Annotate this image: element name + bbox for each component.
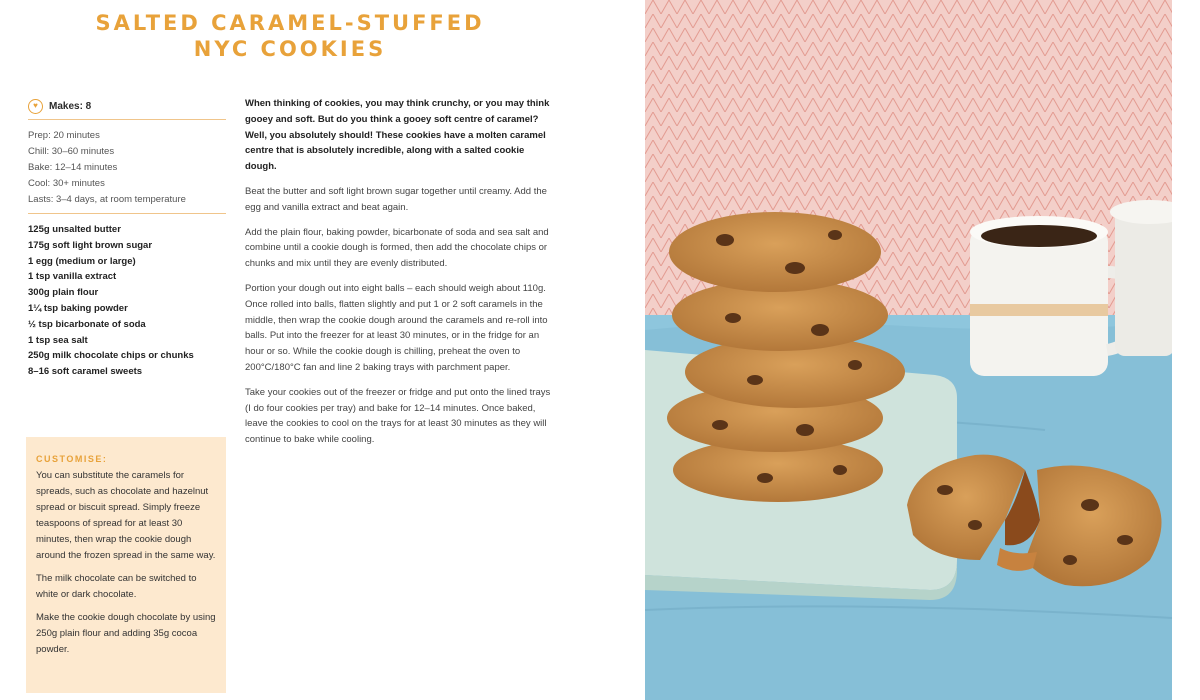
- second-mug: [1110, 200, 1172, 356]
- title-line-1: SALTED CARAMEL-STUFFED: [95, 11, 485, 35]
- timing-prep: Prep: 20 minutes: [28, 130, 100, 141]
- customise-paragraph: You can substitute the caramels for spreads, such as chocolate and hazelnut spread or biscuit spread. Simply freeze teaspoons of spread for at least 30 minutes, then wrap the cookie dough around the frozen spread in the same way.: [36, 470, 216, 561]
- cookie-photo-illustration: [645, 0, 1172, 700]
- method-step: Add the plain flour, baking powder, bicarbonate of soda and sea salt and combine until a cookie dough is formed, then add the chocolate chips or chunks and mix until they are evenly distributed.: [245, 226, 549, 270]
- cookie-photo: [645, 0, 1172, 700]
- heart-chevron-icon: ♥: [28, 99, 43, 114]
- customise-box: [26, 437, 226, 693]
- method-step: Take your cookies out of the freezer or fridge and put onto the lined trays (I do four cookies per tray) and bake for 12–14 minutes. Once baked, leave the cookies to cool on the trays for at least 30 minutes as they will continue to bake while cooling.: [245, 386, 551, 446]
- ingredient-item: 1 tsp vanilla extract: [28, 271, 117, 283]
- timing-lasts: Lasts: 3–4 days, at room temperature: [28, 194, 186, 205]
- ingredient-item: ½ tsp bicarbonate of soda: [28, 318, 146, 330]
- ingredients-list: [28, 222, 228, 380]
- ingredient-item: 250g milk chocolate chips or chunks: [28, 350, 194, 362]
- customise-paragraph: The milk chocolate can be switched to white or dark chocolate.: [36, 573, 197, 600]
- ingredient-item: 125g unsalted butter: [28, 224, 121, 235]
- ingredient-item: 1 egg (medium or large): [28, 255, 136, 267]
- timings-list: [28, 128, 228, 208]
- divider-bottom: [28, 213, 226, 214]
- makes-row: [28, 96, 226, 116]
- ingredient-item: 1¼ tsp baking powder: [28, 302, 128, 314]
- timing-cool: Cool: 30+ minutes: [28, 178, 105, 189]
- customise-paragraph: Make the cookie dough chocolate by using 250g plain flour and adding 35g cocoa powder.: [36, 612, 216, 655]
- method-step: Portion your dough out into eight balls – each should weigh about 110g. Once rolled into balls, flatten slightly and put 1 or 2 soft caramels in the middle, then wrap the cookie dough around the caramels and re-roll into balls. Put into the freezer for at least 30 minutes, or in the fridge for an hour or so. While the cookie dough is chilling, preheat the oven to 200°C/180°C fan and line 2 baking trays with parchment paper.: [245, 282, 548, 373]
- intro-paragraph: When thinking of cookies, you may think crunchy, or you may think gooey and soft. But do you think a gooey soft centre of caramel? Well, you absolutely should! These cookies have a molten caramel centre that is absolutely incredible, along with a salted cookie dough.: [245, 98, 550, 173]
- cookie-stack: [667, 212, 905, 502]
- recipe-title: [0, 10, 580, 62]
- timing-bake: Bake: 12–14 minutes: [28, 162, 118, 173]
- timing-chill: Chill: 30–60 minutes: [28, 146, 115, 157]
- title-line-2: NYC COOKIES: [193, 37, 387, 61]
- makes-label: Makes: 8: [49, 100, 92, 112]
- ingredient-item: 8–16 soft caramel sweets: [28, 366, 143, 378]
- method-column: [245, 96, 557, 457]
- ingredient-item: 175g soft light brown sugar: [28, 239, 153, 251]
- divider-top: [28, 119, 226, 120]
- method-step: Beat the butter and soft light brown sugar together until creamy. Add the egg and vanilla extract and beat again.: [245, 185, 547, 213]
- ingredient-item: 1 tsp sea salt: [28, 334, 88, 346]
- ingredient-item: 300g plain flour: [28, 287, 99, 299]
- customise-heading: CUSTOMISE:: [36, 454, 108, 464]
